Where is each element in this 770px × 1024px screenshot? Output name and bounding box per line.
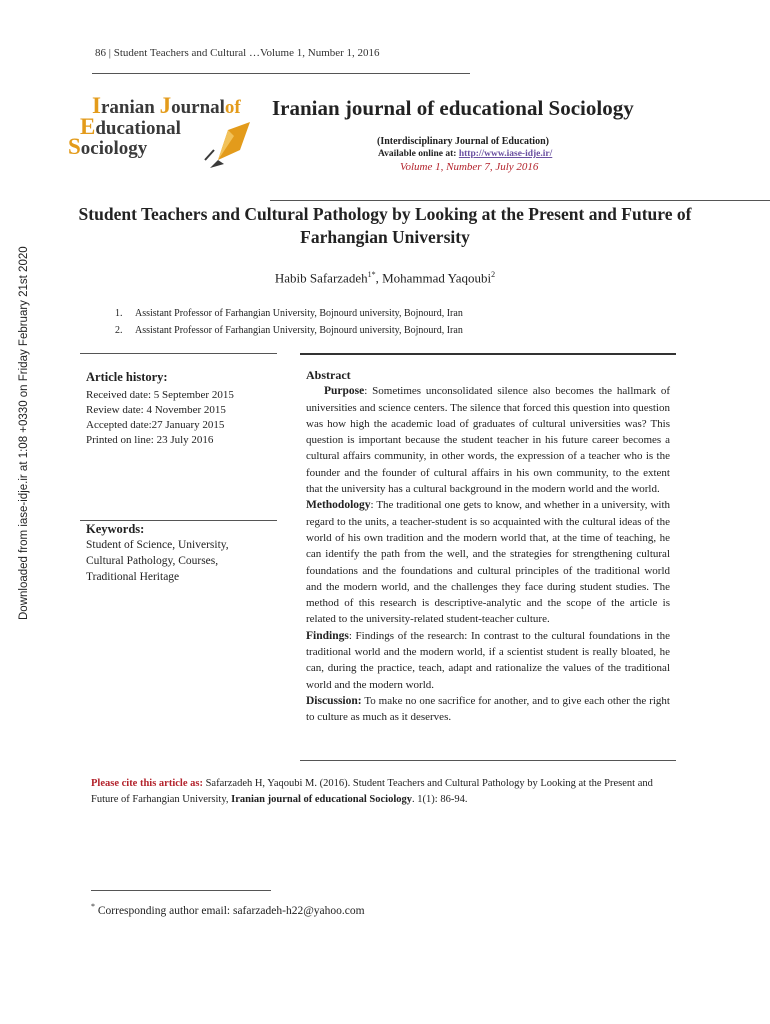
journal-title: Iranian journal of educational Sociology xyxy=(272,96,634,120)
affiliation-2: 2. Assistant Professor of Farhangian University, Bojnourd university, Bojnourd, Iran xyxy=(115,325,463,336)
abstract-methodology: Methodology: The traditional one gets to know, and whether in a university, with regard to the units, a teacher-student is so acquainted with the cultural ideas of the world of his own tradition and the modern world that, at the time of teaching, he can identify the path from the well, and the strategies for strengthening cultural foundations and the foundations and cultural principles of the traditional world and the modern world, and the challenges they face during student studies. The method of this research is descriptive-analytic and the scope of the article is related to the university-related student-teacher culture. xyxy=(306,499,670,626)
journal-volume: Volume 1, Number 7, July 2016 xyxy=(400,161,539,173)
printed-date: Printed on line: 23 July 2016 xyxy=(86,434,214,446)
running-head: 86 | Student Teachers and Cultural …Volume 1, Number 1, 2016 xyxy=(95,47,380,59)
pencil-icon xyxy=(200,120,255,170)
citation-label: Please cite this article as: xyxy=(91,778,203,789)
abstract-findings: Findings: Findings of the research: In contrast to the cultural foundations in the traditional world and the modern world, if a scientist student is really bloated, he can, during the practice, teach, adapt and rationalize the values of the traditional world and the modern world. xyxy=(306,629,670,691)
abstract-heading: Abstract xyxy=(306,368,351,382)
abstract-bottom-rule xyxy=(300,760,676,761)
article-history xyxy=(86,370,234,448)
journal-logo: Iranian Journalof Educational Sociology xyxy=(68,93,241,159)
header-rule xyxy=(92,73,470,74)
author-name: Mohammad Yaqoubi xyxy=(382,270,492,286)
corresponding-author-footnote: * Corresponding author email: safarzadeh-h22@yahoo.com xyxy=(91,902,365,917)
title-rule xyxy=(270,200,770,201)
journal-subtitle: (Interdisciplinary Journal of Education) xyxy=(377,136,549,147)
keywords-line: Traditional Heritage xyxy=(86,571,180,583)
right-column-rule xyxy=(300,353,676,355)
download-stamp: Downloaded from iase-idje.ir at 1:08 +0330 on Friday February 21st 2020 xyxy=(18,246,30,620)
citation: Please cite this article as: Safarzadeh H, Yaqoubi M. (2016). Student Teachers and Cultural Pathology by Looking at the Present and Future of Farhangian University, Iranian journal of educational Sociology. 1(1): 86-94. xyxy=(91,778,653,805)
author-line: Habib Safarzadeh$^{1*}$, Mohammad Yaqoubi$^2$ xyxy=(274,270,496,286)
journal-url-link[interactable]: http://www.iase-idje.ir/ xyxy=(458,149,553,159)
abstract-discussion: Discussion: To make no one sacrifice for another, and to give each other the right to culture as much as it deserves. xyxy=(306,694,670,724)
affiliation-1: 1. Assistant Professor of Farhangian University, Bojnourd university, Bojnourd, Iran xyxy=(115,308,463,319)
history-heading: Article history: xyxy=(86,370,168,384)
received-date: Received date: 5 September 2015 xyxy=(86,389,234,401)
keywords-heading: Keywords: xyxy=(86,522,145,536)
citation-journal: Iranian journal of educational Sociology xyxy=(231,794,413,805)
abstract-purpose: Purpose: Sometimes unconsolidated silence also becomes the hallmark of universities and science centers. The silence that forced this question into question was how high the academic load of graduates of cultural universities was? This question is important because the student teacher in his future career becomes a cultural affairs community, in other words, the expression of a teacher who is the founder and the founder of cultural affairs in his own community, to the extent that the university has a cultural background in the modern world and the world. xyxy=(306,385,670,496)
review-date: Review date: 4 November 2015 xyxy=(86,404,226,416)
author-name: Habib Safarzadeh xyxy=(274,270,368,286)
journal-availability: Available online at: http://www.iase-idje.ir/ xyxy=(378,149,553,159)
footnote-rule xyxy=(91,890,271,891)
abstract xyxy=(306,367,670,726)
left-column-rule xyxy=(80,353,277,354)
keywords-line: Cultural Pathology, Courses, xyxy=(86,555,219,567)
keywords-box xyxy=(86,521,276,585)
accepted-date: Accepted date:27 January 2015 xyxy=(86,419,225,431)
keywords-line: Student of Science, University, xyxy=(86,539,229,551)
article-title: Student Teachers and Cultural Pathology by Looking at the Present and Future of Farhangian University xyxy=(78,204,692,247)
